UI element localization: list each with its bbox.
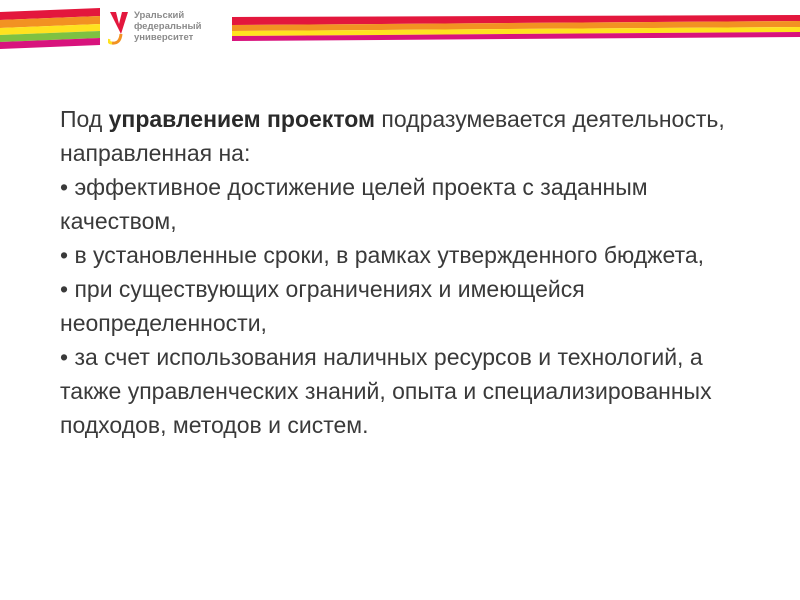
decorative-stripes-right (232, 0, 800, 52)
logo-line-2: федеральный (134, 21, 202, 32)
logo-line-3: университет (134, 32, 194, 43)
intro-suffix: подразумевается деятельность, направленная на: (60, 106, 725, 166)
decorative-stripes-left (0, 0, 100, 52)
ural-university-logo-mark-icon (108, 10, 130, 48)
slide-body (60, 102, 750, 442)
bullet-item: • при существующих ограничениях и имеющейся неопределенности, (60, 276, 585, 336)
logo-line-1: Уральский (134, 10, 185, 21)
university-logo (108, 8, 228, 52)
logo-text (134, 10, 201, 43)
intro-emphasis: управлением проектом (108, 106, 376, 132)
bullet-item: • в установленные сроки, в рамках утвержденного бюджета, (60, 242, 705, 268)
intro-prefix: Под (60, 106, 109, 132)
intro-paragraph (60, 102, 750, 170)
bullet-item: • за счет использования наличных ресурсов и технологий, а также управленческих знаний, опыта и специализированных подходов, методов и систем. (60, 344, 712, 438)
header-banner (0, 0, 800, 60)
bullet-item: • эффективное достижение целей проекта с заданным качеством, (60, 174, 648, 234)
